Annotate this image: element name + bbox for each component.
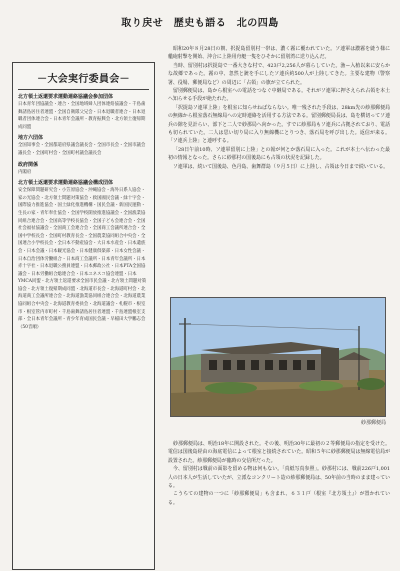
photo-caption: 紗那郵便局 (360, 420, 386, 426)
page-title: 取り戻せ 歴史も語る 北の四島 (121, 18, 279, 29)
sidebar-heading: －大会実行委員会－ (18, 67, 149, 90)
paragraph: 紗那郵便局は、明治18年に開設された。その後、明治30年に最初の２等郵便局の指定を受けた。電信は国後島経由の海底電信によって根室と接続されていた。昭和５年に紗那郵便局は無線電信局が設置された。紗那郵便局が臨時の交信所だった。 (168, 441, 390, 464)
paragraph: こうちての建物の一つに「紗那郵便局」も含まれ、６３１戸（根室『北方領土』）が置かれている。 (168, 491, 390, 506)
group-body: 内閣府 (18, 169, 32, 175)
group-title: 地方六団体 (18, 135, 44, 142)
group-body: 安全保障問題研究会・小笠原協会・沖縄協会・海外日系人協会・家の光協会・北方領土問題対策協会・救国國民会議・緑十字会・国際協力推進協会・国土緑化推進機構・国民会議・新国民運動・生長の家・青年奉仕協会・全国学校開放推進協議会・全国漁業協同組合連合会・全国高等学校長協会・全国子ども会連合会・全国社会福祉協議会・全国商工会連合会・全国商工会議所連合会・全国中学校長会・全国町村教育長会・全国農業協同組合中央会・全国連合小学校長会・全日本不動産協会・大日本水産会・日本遺族会・日本会議・日本観光協会・日本健康倶楽部・日本女性会議・日本自治団体労働組合・日本商工会議所・日本青年会議所・日本赤十字社・日本退職公務員連盟・日本郵政公社・日本PTA全国協議会・日本労働組合総連合会・日本ユネスコ協会連盟・日本YMCA同盟・北方領土返還要求全国市民会議・北方領土問題対策協会・北方領土復帰期成同盟・北海道市長会・北海道町村会・北海道商工会議所連合会・北海道漁業協同組合連合会・北海道農業協同組合中央会・北海道教育委員会・北海道議会・札幌市・根室市・根室管内市町村・千島歯舞諸島居住者連盟・千島連盟根室支部・全日本青年会議所・青少年育成国民会議・早稲田大学鵬志会（50音順） (18, 188, 147, 330)
article-bottom (168, 440, 390, 565)
post-office-photo (170, 297, 386, 417)
group-body: 全国知事会・全国都道府県議会議長会・全国市長会・全国市議会議長会・全国町村会・全国町村議会議長会 (18, 143, 146, 156)
paragraph: 今、留別村は戦前の面影を留める物は何もない。「真紙写真参照」。紗那村には、戦前226戸1,001人の日本人が生活していたが、立派なコンクリート造の紗那郵便局は、50年前の当時のまま建っている。 (168, 466, 390, 490)
paragraph: 留別郵便局は、島から根室への電話をつなぐ中継局である。それがソ連軍に押さえられ占領を本土へ知らせる手段が絶たれた。 (168, 88, 390, 103)
group-title: 北方領土返還要求運動連絡協議会参加団体 (18, 94, 114, 100)
paragraph: ソ連軍は、続いて国後島、色丹島、歯舞群島（９月５日）に上陸し、占領は今日まで続いている。 (173, 163, 389, 170)
committee-sidebar (12, 62, 155, 570)
paragraph: 「28日午前10時、ソ連軍留別に上陸」との報が何とか落石局に入った。これが本土へ伝わった最初の情報となった。さらに紗那村の国後島にも占領の状況を記録した。 (168, 146, 390, 162)
paragraph: 当時、留別村は択捉島で一番大きな村で、423戸2,256人が暮らしていた。漁ー入植以来に安らかな故郷であった。霧の中、忽然と銃を手にしたソ連兵約500人が上陸してきた。主要な建物（警察署、役場、郵便局など）の周辺に「占領」の旗が立てられた。 (168, 62, 390, 86)
paragraph: 昭和20年８月28日の朝、択捉島留別村一帯は、濃く霧に覆われていた。ソ連軍は濃霧を縫う様に艦砲射撃を開始、沖合に上陸用舟艇一隻をひそかに留別湾に送り込んだ。 (168, 46, 390, 61)
group-title: 北方領土返還要求運動連絡協議会構成団体 (18, 180, 114, 187)
paragraph: 「択捉島ソ連軍上陸」を根室に知らせねばならない。唯一残された手段は、28km先の紗那郵便局の無線から根室落石無線局への定時連絡を活用する方法である。留別郵便局長は、島を横切ってソ連兵の隙を見計らい、部下と二人で紗那局へ向かった。すでに紗那局もソ連兵に占拠されており、電話も切られていた。二人は思い切り局に入り無線機にとりつき、落石局を呼び出した。返信が来る。「ソ連兵上陸」と連呼する。 (168, 104, 390, 145)
group-body: 日本青年団協議会・連合・全国地域婦人団体連絡協議会・千島歯舞諸島居住者連盟・全国自衛隊父兄会・日本退職者連合・日本退職者団体連合会・日本青年会議所・教育振興会・北方領土復帰期成同盟 (18, 102, 146, 130)
article-top (168, 45, 390, 298)
group-title: 政府関係 (18, 161, 39, 168)
